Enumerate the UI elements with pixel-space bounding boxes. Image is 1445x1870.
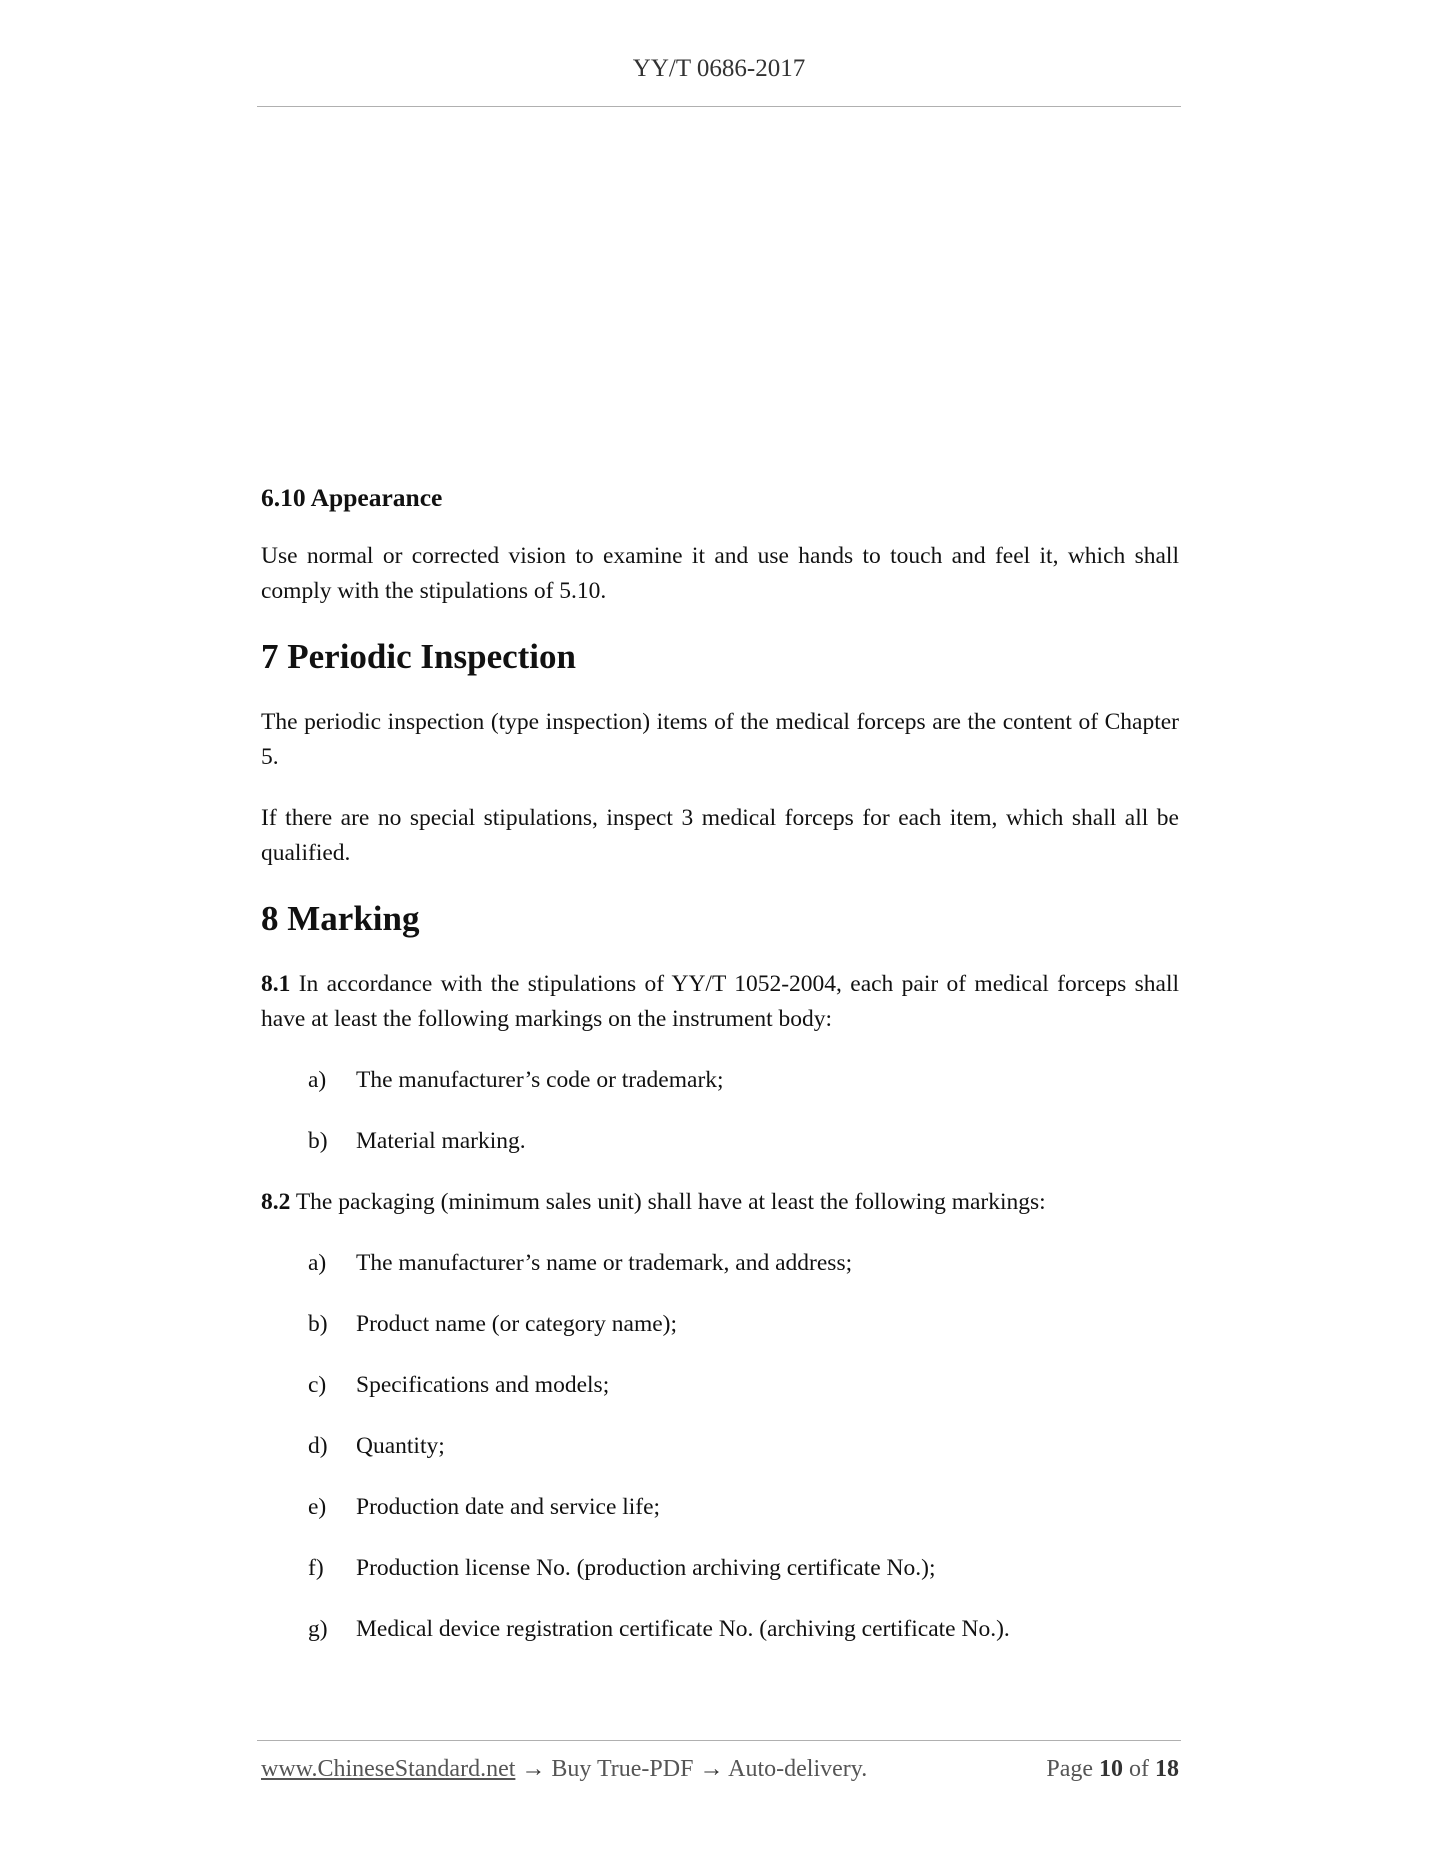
section-8-2-paragraph xyxy=(261,1185,1179,1220)
list-item-marker: a) xyxy=(308,1250,327,1276)
page-total: 18 xyxy=(1155,1756,1179,1782)
page-number: 10 xyxy=(1099,1756,1123,1782)
header-divider xyxy=(257,106,1181,107)
list-item xyxy=(261,1246,1179,1281)
section-8-1-paragraph xyxy=(261,967,1179,1037)
section-8-2-text: The packaging (minimum sales unit) shall have at least the following markings: xyxy=(290,1189,1046,1215)
section-8-1-text: In accordance with the stipulations of YY/T 1052-2004, each pair of medical forceps shall have at least the following markings on the instrument body: xyxy=(261,971,1179,1032)
section-7-heading: 7 Periodic Inspection xyxy=(261,637,576,676)
list-item-marker: b) xyxy=(308,1128,328,1154)
list-item xyxy=(261,1124,1179,1159)
list-item-text: Quantity; xyxy=(356,1433,445,1459)
footer-delivery-text: Auto-delivery. xyxy=(728,1756,868,1782)
list-item-text: The manufacturer’s name or trademark, and address; xyxy=(356,1250,853,1276)
page-header: YY/T 0686-2017 xyxy=(632,55,806,82)
list-item xyxy=(261,1429,1179,1464)
list-item-text: Material marking. xyxy=(356,1128,526,1154)
section-8-2-number: 8.2 xyxy=(261,1189,291,1215)
page-indicator xyxy=(1046,1756,1179,1783)
page-of-word: of xyxy=(1129,1756,1149,1782)
arrow-right-icon: → xyxy=(521,1756,546,1782)
section-6-10-paragraph: Use normal or corrected vision to examine it and use hands to touch and feel it, which shall comply with the stipulations of 5.10. xyxy=(261,543,1179,604)
website-link[interactable]: www.ChineseStandard.net xyxy=(261,1756,516,1782)
list-item-marker: g) xyxy=(308,1616,328,1642)
document-body xyxy=(261,480,1179,1673)
list-item xyxy=(261,1307,1179,1342)
list-item-marker: b) xyxy=(308,1311,328,1337)
list-item xyxy=(261,1063,1179,1098)
list-item-text: The manufacturer’s code or trademark; xyxy=(356,1067,724,1093)
section-7-paragraph-2: If there are no special stipulations, inspect 3 medical forceps for each item, which shall all be qualified. xyxy=(261,805,1179,866)
arrow-right-icon: → xyxy=(699,1756,724,1782)
section-8-heading: 8 Marking xyxy=(261,899,420,938)
list-item-text: Production license No. (production archiving certificate No.); xyxy=(356,1555,936,1581)
page-word: Page xyxy=(1046,1756,1093,1782)
list-item-marker: c) xyxy=(308,1372,327,1398)
list-item xyxy=(261,1612,1179,1647)
footer-promo xyxy=(261,1756,867,1783)
footer-divider xyxy=(257,1740,1181,1741)
list-item-text: Specifications and models; xyxy=(356,1372,610,1398)
section-7-paragraph-1: The periodic inspection (type inspection) items of the medical forceps are the content of Chapter 5. xyxy=(261,709,1179,770)
list-item xyxy=(261,1368,1179,1403)
list-item xyxy=(261,1490,1179,1525)
list-item xyxy=(261,1551,1179,1586)
list-item-text: Production date and service life; xyxy=(356,1494,661,1520)
list-item-text: Medical device registration certificate No. (archiving certificate No.). xyxy=(356,1616,1010,1642)
section-8-1-number: 8.1 xyxy=(261,971,291,997)
list-item-text: Product name (or category name); xyxy=(356,1311,678,1337)
list-item-marker: e) xyxy=(308,1494,327,1520)
list-item-marker: a) xyxy=(308,1067,327,1093)
footer-buy-text: Buy True-PDF xyxy=(551,1756,694,1782)
page-footer xyxy=(261,1756,1179,1783)
section-6-10-heading: 6.10 Appearance xyxy=(261,483,443,512)
list-item-marker: f) xyxy=(308,1555,324,1581)
list-item-marker: d) xyxy=(308,1433,328,1459)
